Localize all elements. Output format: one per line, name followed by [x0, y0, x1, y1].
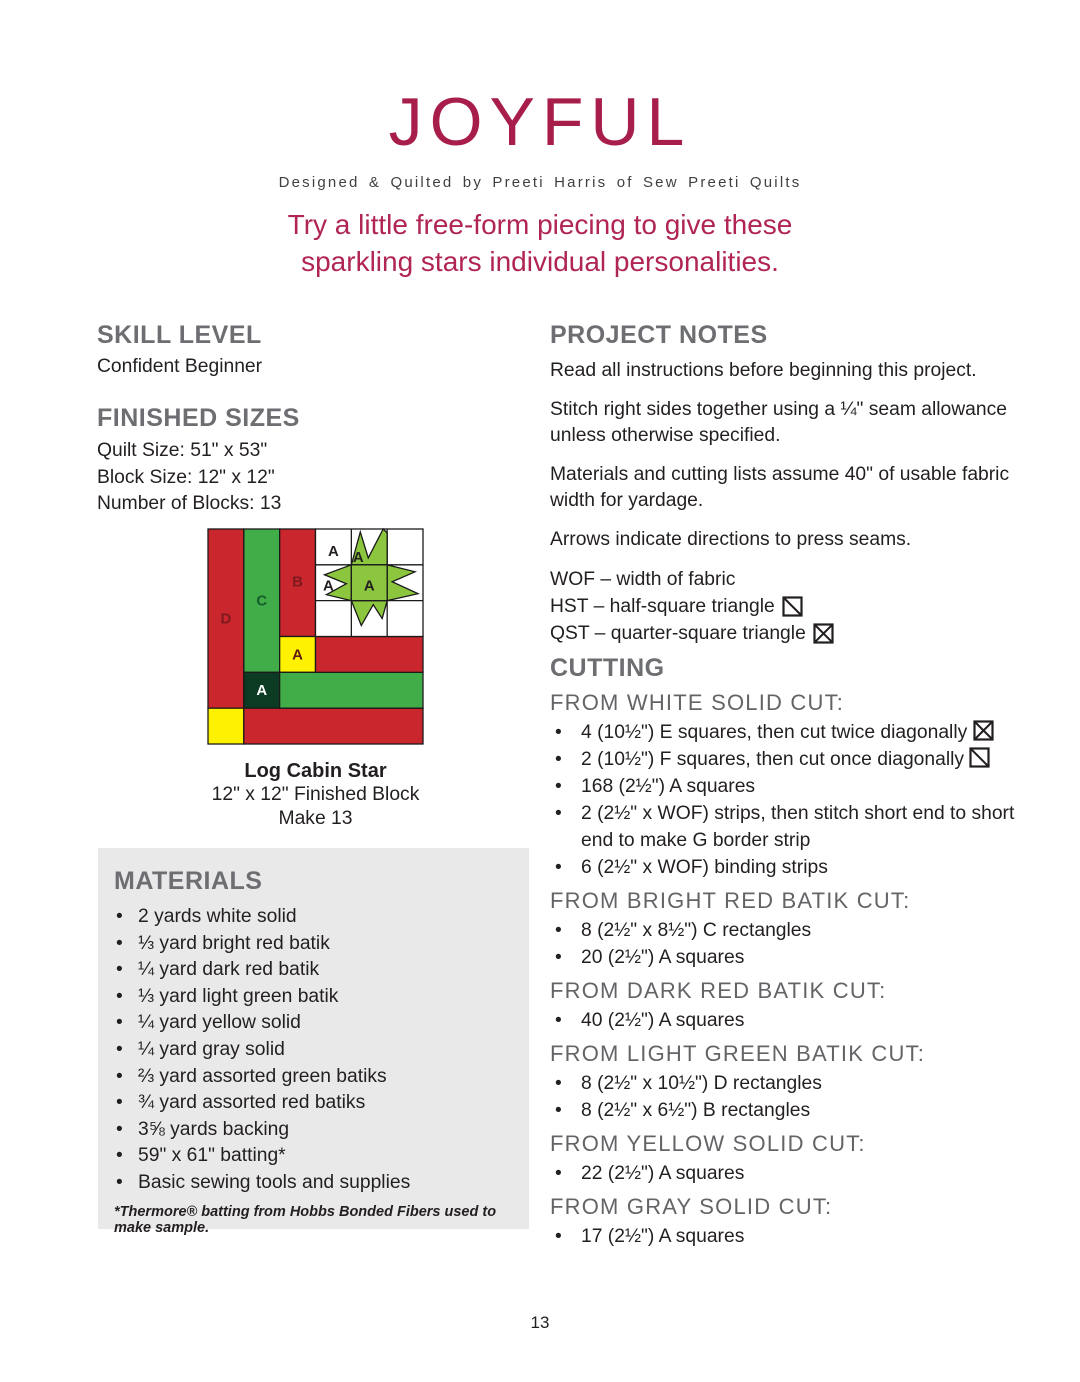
note-paragraph: Stitch right sides together using a ¼" seam allowance unless otherwise specified. — [550, 399, 1007, 446]
bottom-red-strip — [244, 708, 423, 744]
material-item: ⅓ yard light green batik — [138, 985, 339, 1007]
list-item — [550, 1097, 1028, 1124]
bullet: • — [555, 1163, 562, 1184]
cutting-group-bright-red — [550, 889, 1028, 971]
page-header — [0, 0, 1080, 281]
bullet: • — [555, 1010, 562, 1031]
list-item — [114, 1064, 515, 1091]
abbreviation-text: WOF – width of fabric — [550, 569, 736, 590]
abbreviation-text: HST – half-square triangle — [550, 596, 775, 617]
bullet: • — [555, 749, 562, 770]
bullet: • — [555, 947, 562, 968]
quilt-size: Quilt Size: 51" x 53" — [97, 440, 268, 461]
bullet: • — [555, 857, 562, 878]
cutting-group-white — [550, 691, 1028, 881]
skill-level-heading: SKILL LEVEL — [97, 321, 262, 349]
block-caption-make: Make 13 — [278, 808, 353, 829]
bullet: • — [116, 1118, 123, 1140]
hst-icon — [969, 747, 990, 768]
cutting-item-text: 20 (2½") A squares — [581, 947, 745, 968]
materials-heading: MATERIALS — [114, 867, 263, 895]
cutting-subheading: FROM WHITE SOLID CUT: — [550, 690, 845, 715]
list-item — [114, 1117, 515, 1144]
cutting-item-text: 40 (2½") A squares — [581, 1010, 745, 1031]
corner-yellow-square — [208, 708, 244, 744]
bullet: • — [555, 1100, 562, 1121]
list-item — [550, 800, 1028, 854]
bullet: • — [116, 1038, 123, 1060]
abbreviation-wof — [550, 566, 1028, 593]
bullet: • — [555, 803, 562, 824]
bullet: • — [116, 1065, 123, 1087]
abbreviation-hst — [550, 593, 1028, 620]
bullet: • — [555, 776, 562, 797]
cutting-subheading: FROM LIGHT GREEN BATIK CUT: — [550, 1041, 926, 1066]
bullet: • — [116, 932, 123, 954]
project-notes-heading: PROJECT NOTES — [550, 321, 768, 349]
cutting-item-text: 8 (2½" x 6½") B rectangles — [581, 1100, 811, 1121]
bullet: • — [116, 959, 123, 981]
cutting-subheading: FROM GRAY SOLID CUT: — [550, 1194, 833, 1219]
page-title: JOYFUL — [388, 84, 692, 160]
label-c: C — [256, 592, 268, 610]
bullet: • — [555, 1073, 562, 1094]
right-column — [550, 322, 1028, 1250]
cutting-item-text: 2 (10½") F squares, then cut once diagonally — [581, 749, 965, 770]
label-a-yellow: A — [292, 645, 303, 663]
list-item — [114, 931, 515, 958]
material-item: ¼ yard yellow solid — [138, 1012, 301, 1034]
cutting-item-text: 168 (2½") A squares — [581, 776, 756, 797]
list-item — [550, 854, 1028, 881]
tagline-line2: sparkling stars individual personalities. — [301, 245, 779, 277]
list-item — [114, 957, 515, 984]
bullet: • — [555, 1226, 562, 1247]
cutting-subheading: FROM YELLOW SOLID CUT: — [550, 1131, 866, 1156]
cutting-item-text: 4 (10½") E squares, then cut twice diagonally — [581, 722, 968, 743]
cutting-item-text: 2 (2½" x WOF) strips, then stitch short end to short end to make G border strip — [581, 803, 1015, 851]
material-item: ⅓ yard bright red batik — [138, 932, 330, 954]
material-item: ¼ yard dark red batik — [138, 959, 320, 981]
hst-icon — [782, 596, 803, 617]
list-item — [550, 746, 1028, 773]
block-diagram-figure — [207, 528, 424, 745]
cutting-item-text: 6 (2½" x WOF) binding strips — [581, 857, 828, 878]
label-b: B — [292, 573, 303, 591]
label-a-left: A — [323, 577, 334, 595]
list-item — [550, 719, 1028, 746]
block-caption — [207, 759, 424, 832]
page-number: 13 — [530, 1313, 550, 1332]
cutting-heading: CUTTING — [550, 654, 665, 682]
note-paragraph: Read all instructions before beginning this project. — [550, 360, 977, 381]
cutting-item-text: 8 (2½" x 8½") C rectangles — [581, 920, 812, 941]
list-item — [114, 1143, 515, 1170]
cutting-subheading: FROM DARK RED BATIK CUT: — [550, 978, 887, 1003]
bullet: • — [116, 1171, 123, 1193]
list-item — [114, 984, 515, 1011]
skill-level-value: Confident Beginner — [97, 356, 263, 377]
finished-sizes-list — [97, 438, 537, 518]
list-item — [114, 1010, 515, 1037]
materials-box — [98, 848, 529, 1236]
qst-icon — [973, 720, 994, 741]
material-item: Basic sewing tools and supplies — [138, 1171, 411, 1193]
cutting-group-gray — [550, 1195, 1028, 1250]
list-item — [550, 1070, 1028, 1097]
green-row-strip — [280, 672, 423, 708]
material-item: ¼ yard gray solid — [138, 1038, 285, 1060]
list-item — [114, 1170, 515, 1197]
red-row-strip — [316, 636, 424, 672]
abbreviation-text: QST – quarter-square triangle — [550, 623, 806, 644]
material-item: ⅔ yard assorted green batiks — [138, 1065, 387, 1087]
cutting-subheading: FROM BRIGHT RED BATIK CUT: — [550, 888, 911, 913]
byline: Designed & Quilted by Preeti Harris of Sew Preeti Quilts — [278, 174, 802, 191]
list-item — [550, 1007, 1028, 1034]
block-size: Block Size: 12" x 12" — [97, 466, 275, 488]
finished-sizes-heading: FINISHED SIZES — [97, 404, 300, 432]
label-a-center: A — [363, 577, 375, 595]
material-item: ¾ yard assorted red batiks — [138, 1092, 366, 1114]
bullet: • — [555, 920, 562, 941]
bullet: • — [555, 722, 562, 743]
label-d: D — [220, 610, 232, 628]
cutting-item-text: 22 (2½") A squares — [581, 1163, 745, 1184]
label-a-top-point: A — [352, 548, 364, 566]
list-item — [550, 1160, 1028, 1187]
bullet: • — [116, 1092, 123, 1114]
list-item — [550, 1223, 1028, 1250]
label-a-corner: A — [328, 542, 339, 560]
tagline — [0, 207, 1080, 281]
cutting-item-text: 17 (2½") A squares — [581, 1226, 745, 1247]
bullet: • — [116, 1145, 123, 1167]
list-item — [550, 773, 1028, 800]
material-item: 59" x 61" batting* — [138, 1145, 286, 1167]
abbreviations — [550, 566, 1028, 647]
list-item — [114, 1090, 515, 1117]
block-caption-title: Log Cabin Star — [244, 759, 387, 782]
tagline-line1: Try a little free-form piecing to give these — [287, 209, 793, 240]
cutting-group-yellow — [550, 1132, 1028, 1187]
cutting-item — [581, 746, 990, 773]
number-of-blocks: Number of Blocks: 13 — [97, 493, 282, 514]
material-item: 3⅝ yards backing — [138, 1118, 290, 1140]
qst-icon — [813, 623, 834, 644]
bullet: • — [116, 1012, 123, 1034]
left-column — [97, 322, 537, 832]
abbreviation-qst — [550, 620, 1028, 647]
list-item — [550, 944, 1028, 971]
bullet: • — [116, 985, 123, 1007]
label-a-dark-green: A — [256, 681, 268, 699]
materials-footnote: *Thermore® batting from Hobbs Bonded Fibers used to make sample. — [114, 1203, 497, 1236]
block-caption-size: 12" x 12" Finished Block — [211, 783, 420, 805]
cutting-group-dark-red — [550, 979, 1028, 1034]
bullet: • — [116, 906, 123, 927]
list-item — [550, 917, 1028, 944]
log-cabin-star-diagram — [207, 528, 424, 745]
cutting-item-text: 8 (2½" x 10½") D rectangles — [581, 1073, 822, 1094]
note-paragraph: Materials and cutting lists assume 40" of usable fabric width for yardage. — [550, 464, 1010, 511]
cutting-item — [581, 719, 994, 746]
note-paragraph: Arrows indicate directions to press seams. — [550, 529, 912, 550]
cutting-group-light-green — [550, 1042, 1028, 1124]
list-item — [114, 904, 515, 931]
material-item: 2 yards white solid — [138, 906, 297, 927]
list-item — [114, 1037, 515, 1064]
